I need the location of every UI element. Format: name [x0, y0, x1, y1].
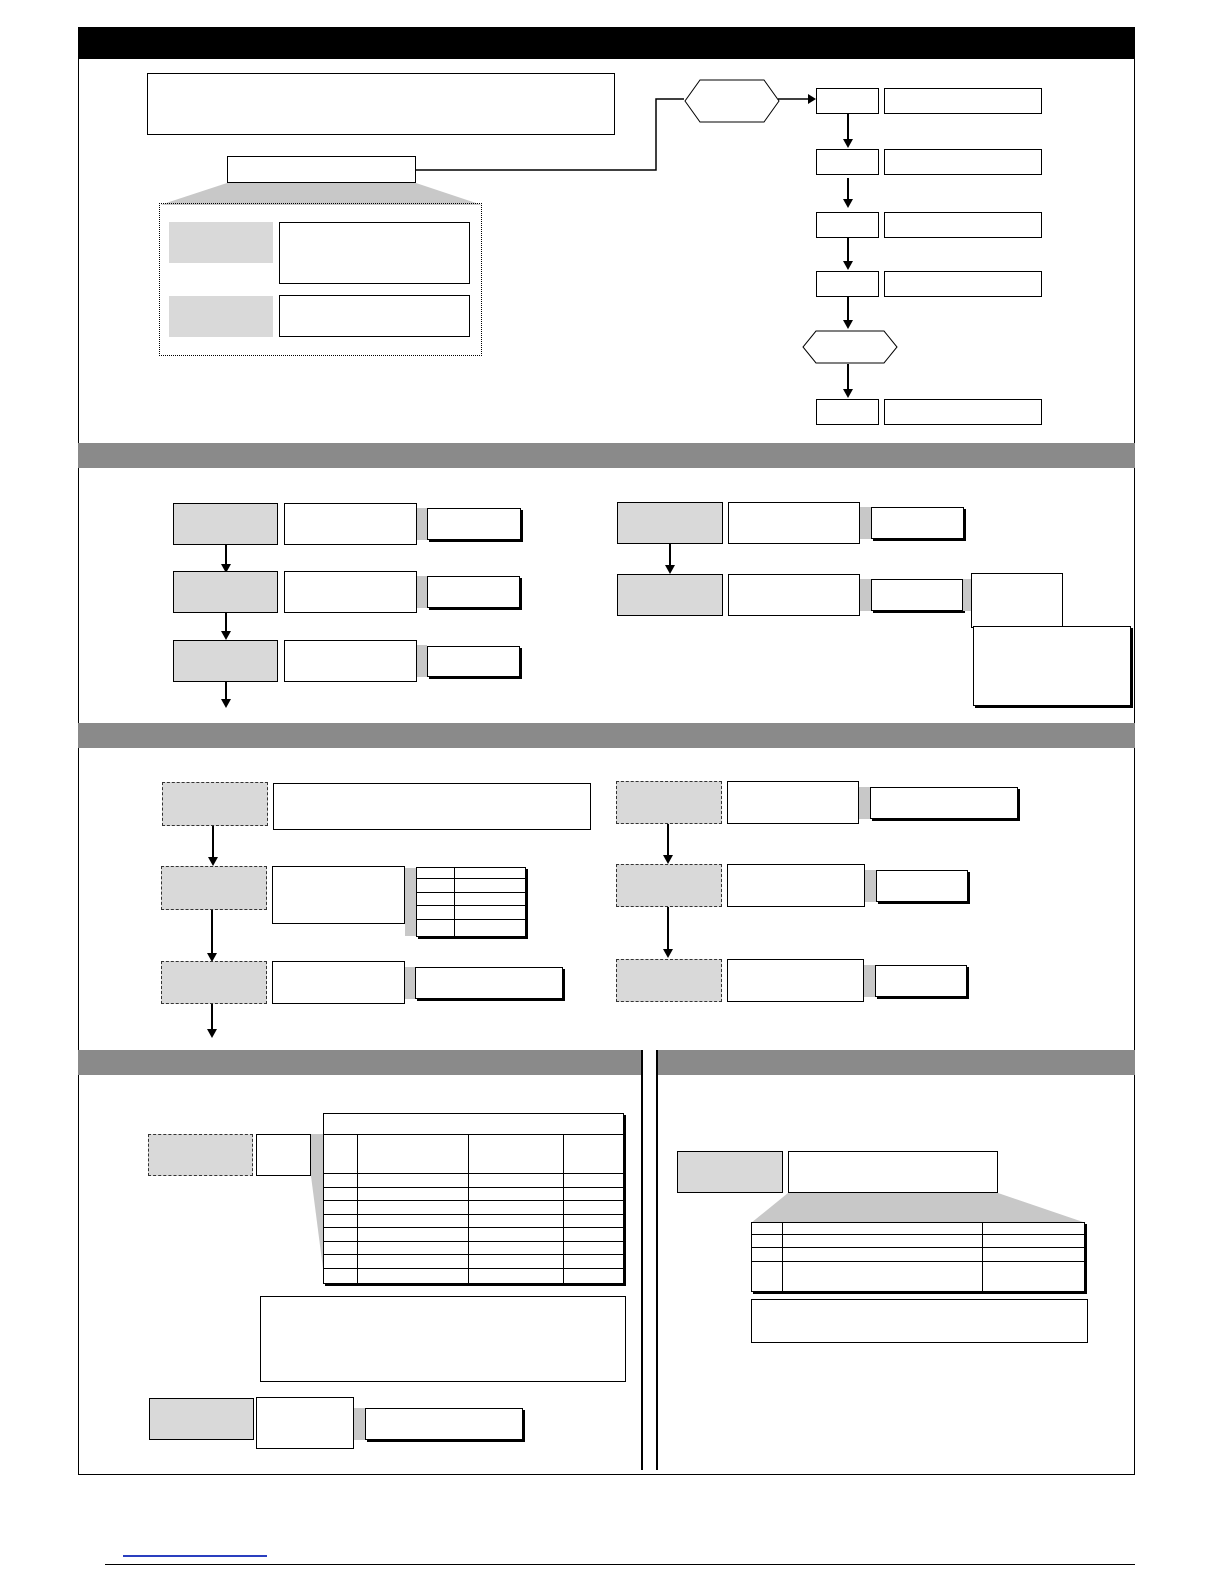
step-2-box [816, 149, 879, 175]
header-bar [78, 27, 1135, 59]
s3-right-arrow-2 [667, 907, 669, 950]
section-4-right-bar [656, 1050, 1135, 1075]
s2-right-value-2 [871, 579, 963, 611]
s4-left-table-row-line-3 [323, 1200, 624, 1201]
step-1-desc [884, 88, 1042, 114]
section-2-bar [78, 443, 1135, 468]
s2-right-note-body [973, 626, 1131, 706]
section-3-bar [78, 723, 1135, 748]
s2-right-desc-2 [728, 574, 860, 616]
s3-right-arrow-1 [667, 824, 669, 856]
s2-left-desc-3 [284, 640, 417, 682]
s3-left-arrow-2 [211, 910, 213, 954]
s4-left-table-header-line [323, 1134, 624, 1135]
step-5-box [816, 399, 879, 425]
s2-right-wedge-1 [860, 507, 871, 539]
s2-left-desc-1 [284, 503, 417, 545]
step-arrow-1 [847, 114, 849, 140]
s3-right-desc-3 [727, 959, 864, 1002]
step-4-box [816, 271, 879, 297]
s2-right-value-1 [871, 507, 964, 539]
s2-left-desc-2 [284, 571, 417, 613]
s3-left-arrow-1 [212, 826, 214, 858]
callout-title-box [227, 156, 416, 183]
s3-left-desc-3 [272, 961, 405, 1004]
s4-right-wedge [751, 1193, 1086, 1223]
step-5-desc [884, 399, 1042, 425]
callout-wedge [160, 183, 482, 205]
s4-left-table-row-line-4 [323, 1214, 624, 1215]
s2-left-step-3 [173, 640, 278, 682]
footer-rule [105, 1564, 1135, 1565]
s4-right-table [751, 1222, 1085, 1292]
s4-left-step-2 [149, 1398, 254, 1440]
s2-right-desc-1 [728, 502, 860, 544]
step-2-desc [884, 149, 1042, 175]
s2-left-arrow-2 [225, 613, 227, 632]
s4-right-note-box [751, 1299, 1088, 1343]
s3-left-value-3 [415, 967, 563, 999]
s3-right-desc-1 [727, 781, 859, 824]
s3-right-value-1 [870, 787, 1018, 819]
s2-left-step-1 [173, 503, 278, 545]
s4-left-table-row-line-2 [323, 1187, 624, 1188]
s4-right-table-row-line-1 [751, 1234, 1085, 1235]
s4-right-table-col-1 [782, 1222, 783, 1292]
s2-right-step-1 [617, 502, 723, 544]
s4-left-table-col-2 [468, 1134, 469, 1284]
s3-right-wedge-2 [865, 870, 876, 902]
s3-left-step-3 [161, 961, 267, 1004]
callout-text-1 [279, 222, 470, 284]
decision-hexagon-1 [684, 79, 780, 123]
s2-right-step-2 [617, 574, 723, 616]
s4-left-wedge-2 [354, 1408, 365, 1440]
callout-label-2 [169, 296, 273, 337]
s2-left-value-1 [427, 508, 521, 540]
s3-left-arrow-3 [211, 1004, 213, 1030]
s3-mini-table-col-line [454, 867, 455, 937]
section-4-divider-left [641, 1050, 643, 1470]
s2-left-step-2 [173, 571, 278, 613]
s4-left-table-row-line-5 [323, 1227, 624, 1228]
s4-left-table-col-1 [357, 1134, 358, 1284]
step-arrow-5 [847, 364, 849, 390]
s4-right-table-row-line-3 [751, 1261, 1085, 1262]
s3-right-wedge-1 [859, 787, 870, 819]
step-arrow-2 [847, 178, 849, 200]
s2-left-value-2 [427, 576, 520, 608]
step-3-box [816, 212, 879, 238]
decision-hexagon-2 [802, 330, 898, 364]
s4-left-table-col-3 [563, 1134, 564, 1284]
s3-right-wedge-3 [864, 965, 875, 997]
s2-left-wedge-2 [417, 576, 427, 608]
s3-mini-table-row-line-4 [416, 919, 526, 920]
s4-right-desc-1 [788, 1151, 998, 1193]
s2-left-arrow-1 [225, 545, 227, 565]
callout-label-1 [169, 222, 273, 263]
s2-left-arrow-3 [225, 682, 227, 700]
s4-right-table-row-line-2 [751, 1247, 1085, 1248]
s4-left-note-box [260, 1296, 626, 1382]
s3-right-desc-2 [727, 864, 865, 907]
s3-right-step-2 [616, 864, 722, 907]
footer-link[interactable] [123, 1555, 267, 1557]
s4-left-desc-2 [256, 1397, 354, 1449]
s3-left-step-2 [161, 866, 267, 910]
s4-right-step-1 [677, 1151, 783, 1193]
s3-right-value-3 [875, 965, 967, 997]
section-4-divider-right [656, 1050, 658, 1470]
s2-right-arrow-1 [669, 544, 671, 566]
s2-left-value-3 [427, 646, 520, 677]
s3-mini-table-row-line-3 [416, 905, 526, 906]
s4-left-desc-1 [256, 1134, 311, 1176]
s4-left-step-1 [148, 1134, 253, 1176]
s3-right-step-3 [616, 959, 722, 1002]
s4-left-value-2 [365, 1408, 523, 1440]
s2-right-note-tab [971, 573, 1063, 628]
step-3-desc [884, 212, 1042, 238]
s2-right-wedge-3 [963, 579, 971, 611]
s4-left-table-row-line-8 [323, 1268, 624, 1269]
s3-left-desc-1 [273, 783, 591, 830]
step-arrow-4 [847, 297, 849, 321]
s2-left-wedge-1 [417, 508, 427, 540]
step-1-box [816, 88, 879, 114]
s4-left-table-row-line-6 [323, 1241, 624, 1242]
s2-right-wedge-2 [860, 579, 871, 611]
section-4-left-bar [78, 1050, 643, 1075]
s3-mini-table-row-line-2 [416, 892, 526, 893]
s4-left-table [323, 1113, 624, 1284]
s4-left-table-row-line-1 [323, 1173, 624, 1174]
s3-left-step-1 [162, 782, 268, 826]
step-4-desc [884, 271, 1042, 297]
s3-left-desc-2 [272, 866, 405, 924]
s3-mini-table-row-line-1 [416, 878, 526, 879]
s2-left-wedge-3 [417, 645, 427, 677]
callout-text-2 [279, 295, 470, 337]
s4-left-table-row-line-7 [323, 1254, 624, 1255]
step-arrow-3 [847, 238, 849, 262]
s3-right-value-2 [876, 870, 968, 902]
s4-right-table-col-2 [982, 1222, 983, 1292]
s3-right-step-1 [616, 781, 722, 824]
